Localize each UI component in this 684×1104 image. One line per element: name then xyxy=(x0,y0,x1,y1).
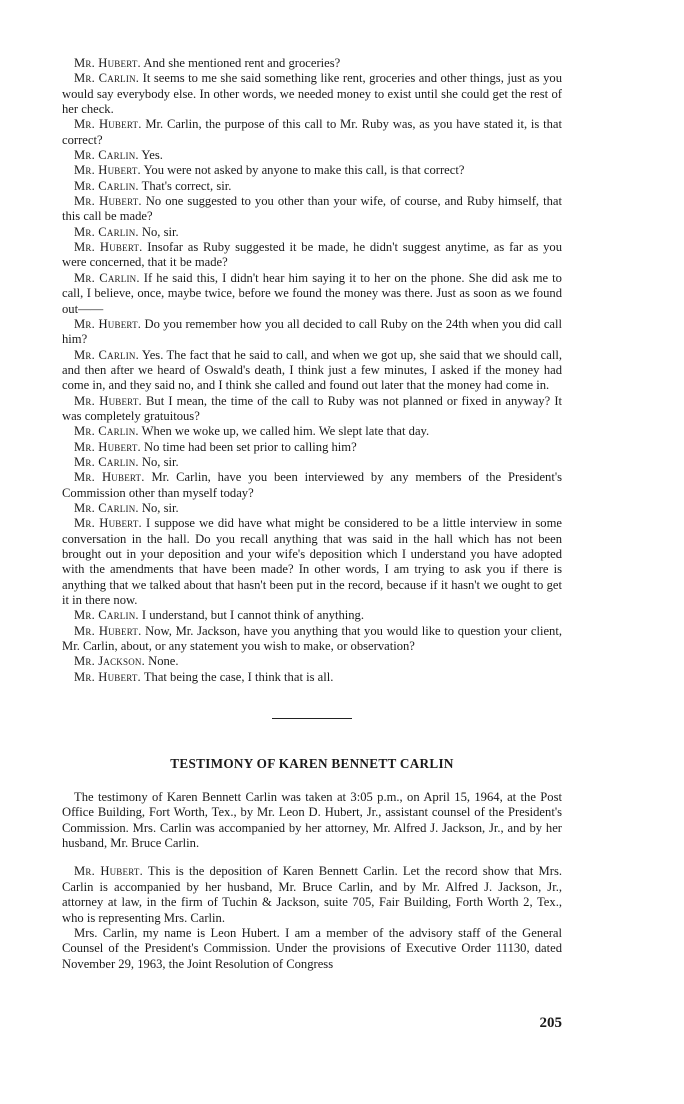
speaker-text: When we woke up, we called him. We slept late that day. xyxy=(138,424,430,439)
transcript-paragraph xyxy=(62,424,562,439)
speaker-name: Mr. Carlin. xyxy=(74,347,139,362)
transcript-paragraph xyxy=(62,271,562,317)
speaker-text: No, sir. xyxy=(138,224,179,239)
page-number: 205 xyxy=(539,1015,562,1031)
speaker-text: If he said this, I didn't hear him saying it to her on the phone. She did ask me to call, I believe, once, maybe twice, before we found the money was there. Just as soon as we found out—— xyxy=(62,270,562,316)
speaker-text: I suppose we did have what might be considered to be a little interview in some conversation in the hall. Do you recall anything that was said in the hall which has not been brought out in your deposition and your wife's deposition which I understand you have adopted with the amendments that have been made? In other words, I am trying to ask you if there is anything that we talked about that hasn't been put in the record, because if it hasn't we ought to get it in there now. xyxy=(62,516,562,608)
deposition-transcript-continued xyxy=(62,56,562,685)
speaker-name: Mr. Carlin. xyxy=(74,454,139,469)
speaker-text: Mr. Carlin, have you been interviewed by any members of the President's Commission other than myself today? xyxy=(62,470,562,500)
intro-paragraph: The testimony of Karen Bennett Carlin was taken at 3:05 p.m., on April 15, 1964, at the Post Office Building, Fort Worth, Tex., by Mr. Leon D. Hubert, Jr., assistant counsel of the President's Commission. Mrs. Carlin was accompanied by her attorney, Mr. Alfred J. Jackson, Jr., and by her husband, Mr. Bruce Carlin. xyxy=(62,790,562,851)
speaker-name: Mr. Hubert. xyxy=(74,470,145,485)
transcript-paragraph xyxy=(62,71,562,117)
transcript-paragraph xyxy=(62,501,562,516)
speaker-text: Now, Mr. Jackson, have you anything that you would like to question your client, Mr. Carlin, about, or any statement you wish to make, or observation? xyxy=(62,623,562,654)
transcript-paragraph xyxy=(62,394,562,425)
speaker-name: Mr. Hubert. xyxy=(74,669,141,684)
transcript-paragraph xyxy=(62,516,562,608)
speaker-name: Mr. Carlin. xyxy=(74,608,139,623)
deposition-transcript-start xyxy=(62,864,562,971)
speaker-name: Mr. Hubert. xyxy=(74,316,142,331)
speaker-text: Mrs. Carlin, my name is Leon Hubert. I am a member of the advisory staff of the General Counsel of the President's Commission. Under the provisions of Executive Order 11130, dated November 29, 1963, the Joint Resolution of Congress xyxy=(62,925,562,971)
speaker-text: But I mean, the time of the call to Ruby was not planned or fixed in anyway? It was completely gratuitous? xyxy=(62,393,563,423)
speaker-text: Yes. The fact that he said to call, and when we got up, she said that we should call, and then after we heard of Oswald's death, I think just a few minutes, I asked if the money had come in, and they said no, and I think she called and found out later that the money had come in. xyxy=(62,347,562,393)
transcript-paragraph xyxy=(62,864,562,925)
speaker-text: No one suggested to you other than your wife, of course, and Ruby himself, that this call be made? xyxy=(62,194,562,224)
transcript-paragraph xyxy=(62,56,562,71)
speaker-name: Mr. Hubert. xyxy=(74,163,141,178)
speaker-name: Mr. Jackson. xyxy=(74,654,145,669)
speaker-name: Mr. Hubert. xyxy=(74,864,143,879)
transcript-paragraph xyxy=(62,117,562,148)
transcript-paragraph xyxy=(62,670,562,685)
transcript-paragraph xyxy=(62,163,562,178)
speaker-name: Mr. Hubert. xyxy=(74,56,141,70)
speaker-name: Mr. Carlin. xyxy=(74,500,139,515)
speaker-name: Mr. Carlin. xyxy=(74,424,139,439)
section-divider xyxy=(272,718,352,719)
speaker-name: Mr. Hubert. xyxy=(74,516,142,531)
speaker-name: Mr. Carlin. xyxy=(74,270,140,285)
transcript-paragraph xyxy=(62,317,562,348)
transcript-paragraph xyxy=(62,148,562,163)
speaker-name: Mr. Carlin. xyxy=(74,178,139,193)
speaker-name: Mr. Hubert. xyxy=(74,623,142,638)
transcript-paragraph xyxy=(62,179,562,194)
transcript-paragraph xyxy=(62,624,562,655)
speaker-text: I understand, but I cannot think of anything. xyxy=(138,608,364,623)
section-title: TESTIMONY OF KAREN BENNETT CARLIN xyxy=(170,756,454,772)
speaker-text: No time had been set prior to calling him? xyxy=(140,439,357,454)
speaker-name: Mr. Carlin. xyxy=(74,148,139,163)
transcript-paragraph xyxy=(62,608,562,623)
speaker-name: Mr. Carlin. xyxy=(74,71,140,86)
speaker-text: Yes. xyxy=(138,148,163,163)
transcript-paragraph xyxy=(62,926,562,972)
speaker-text: And she mentioned rent and groceries? xyxy=(140,56,341,70)
speaker-name: Mr. Hubert. xyxy=(74,194,142,209)
speaker-name: Mr. Carlin. xyxy=(74,224,139,239)
transcript-paragraph xyxy=(62,194,562,225)
speaker-name: Mr. Hubert. xyxy=(74,393,142,408)
speaker-text: Do you remember how you all decided to call Ruby on the 24th when you did call him? xyxy=(62,316,563,347)
transcript-paragraph xyxy=(62,348,562,394)
speaker-text: That being the case, I think that is all. xyxy=(140,669,334,684)
transcript-paragraph xyxy=(62,225,562,240)
speaker-text: No, sir. xyxy=(138,500,179,515)
transcript-paragraph xyxy=(62,470,562,501)
speaker-text: Mr. Carlin, the purpose of this call to Mr. Ruby was, as you have stated it, is that correct? xyxy=(62,117,562,147)
transcript-paragraph xyxy=(62,455,562,470)
speaker-text: This is the deposition of Karen Bennett Carlin. Let the record show that Mrs. Carlin is accompanied by her husband, Mr. Bruce Carlin, and by Mr. Alfred J. Jackson, Jr., attorney at law, in the firm of Tuchin & Jackson, suite 705, Fair Building, Forth Worth 2, Tex., who is representing Mrs. Carlin. xyxy=(62,864,562,925)
speaker-name: Mr. Hubert. xyxy=(74,240,143,255)
speaker-text: That's correct, sir. xyxy=(138,178,232,193)
speaker-name: Mr. Hubert. xyxy=(74,117,142,132)
paragraph-gap xyxy=(62,851,562,864)
transcript-paragraph xyxy=(62,654,562,669)
speaker-text: You were not asked by anyone to make this call, is that correct? xyxy=(140,163,465,178)
transcript-paragraph xyxy=(62,440,562,455)
speaker-text: None. xyxy=(144,654,179,669)
speaker-text: Insofar as Ruby suggested it be made, he didn't suggest anytime, as far as you were concerned, that it be made? xyxy=(62,240,562,270)
speaker-text: It seems to me she said something like rent, groceries and other things, just as you would say everybody else. In other words, we needed money to exist until she could get the rest of her check. xyxy=(62,71,562,117)
transcript-paragraph xyxy=(62,240,562,271)
speaker-name: Mr. Hubert. xyxy=(74,439,141,454)
speaker-text: No, sir. xyxy=(138,454,179,469)
